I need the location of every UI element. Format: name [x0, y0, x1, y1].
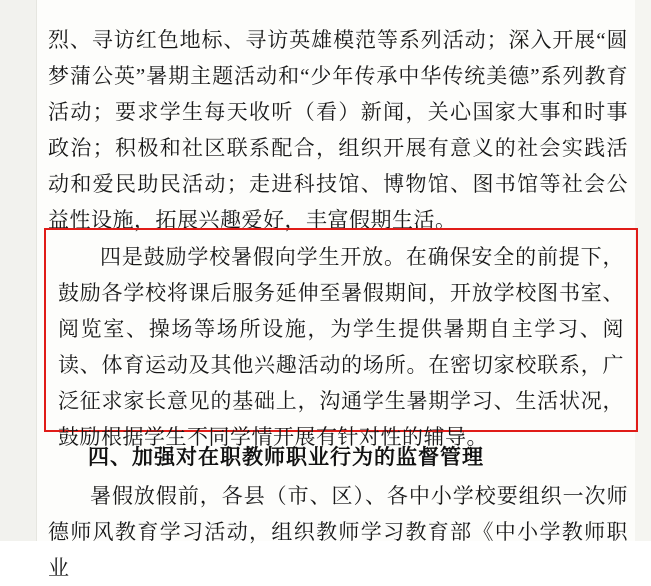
page-left-margin [0, 0, 37, 541]
document-content [40, 0, 636, 580]
paragraph-after-heading: 暑假放假前，各县（市、区）、各中小学校要组织一次师德师风教育学习活动，组织教师学习教育部《中小学教师职业 [48, 484, 628, 580]
paragraph-highlighted: 四是鼓励学校暑假向学生开放。在确保安全的前提下，鼓励各学校将课后服务延伸至暑假期间，开放学校图书室、阅览室、操场等场所设施，为学生提供暑期自主学习、阅读、体育运动及其他兴趣活动的场所。在密切家校联系，广泛征求家长意见的基础上，沟通学生暑期学习、生活状况，鼓励根据学生不同学情开展有针对性的辅导。 [58, 245, 624, 449]
red-highlight-box [44, 228, 638, 449]
section-heading: 四、加强对在职教师职业行为的监督管理 [88, 445, 484, 469]
paragraph-intro: 烈、寻访红色地标、寻访英雄模范等系列活动；深入开展“圆梦蒲公英”暑期主题活动和“少年传承中华传统美德”系列教育活动；要求学生每天收听（看）新闻，关心国家大事和时事政治；积极和社区联系配合，组织开展有意义的社会实践活动和爱民助民活动；走进科技馆、博物馆、图书馆等社会公益性设施，拓展兴趣爱好，丰富假期生活。 [48, 28, 628, 232]
